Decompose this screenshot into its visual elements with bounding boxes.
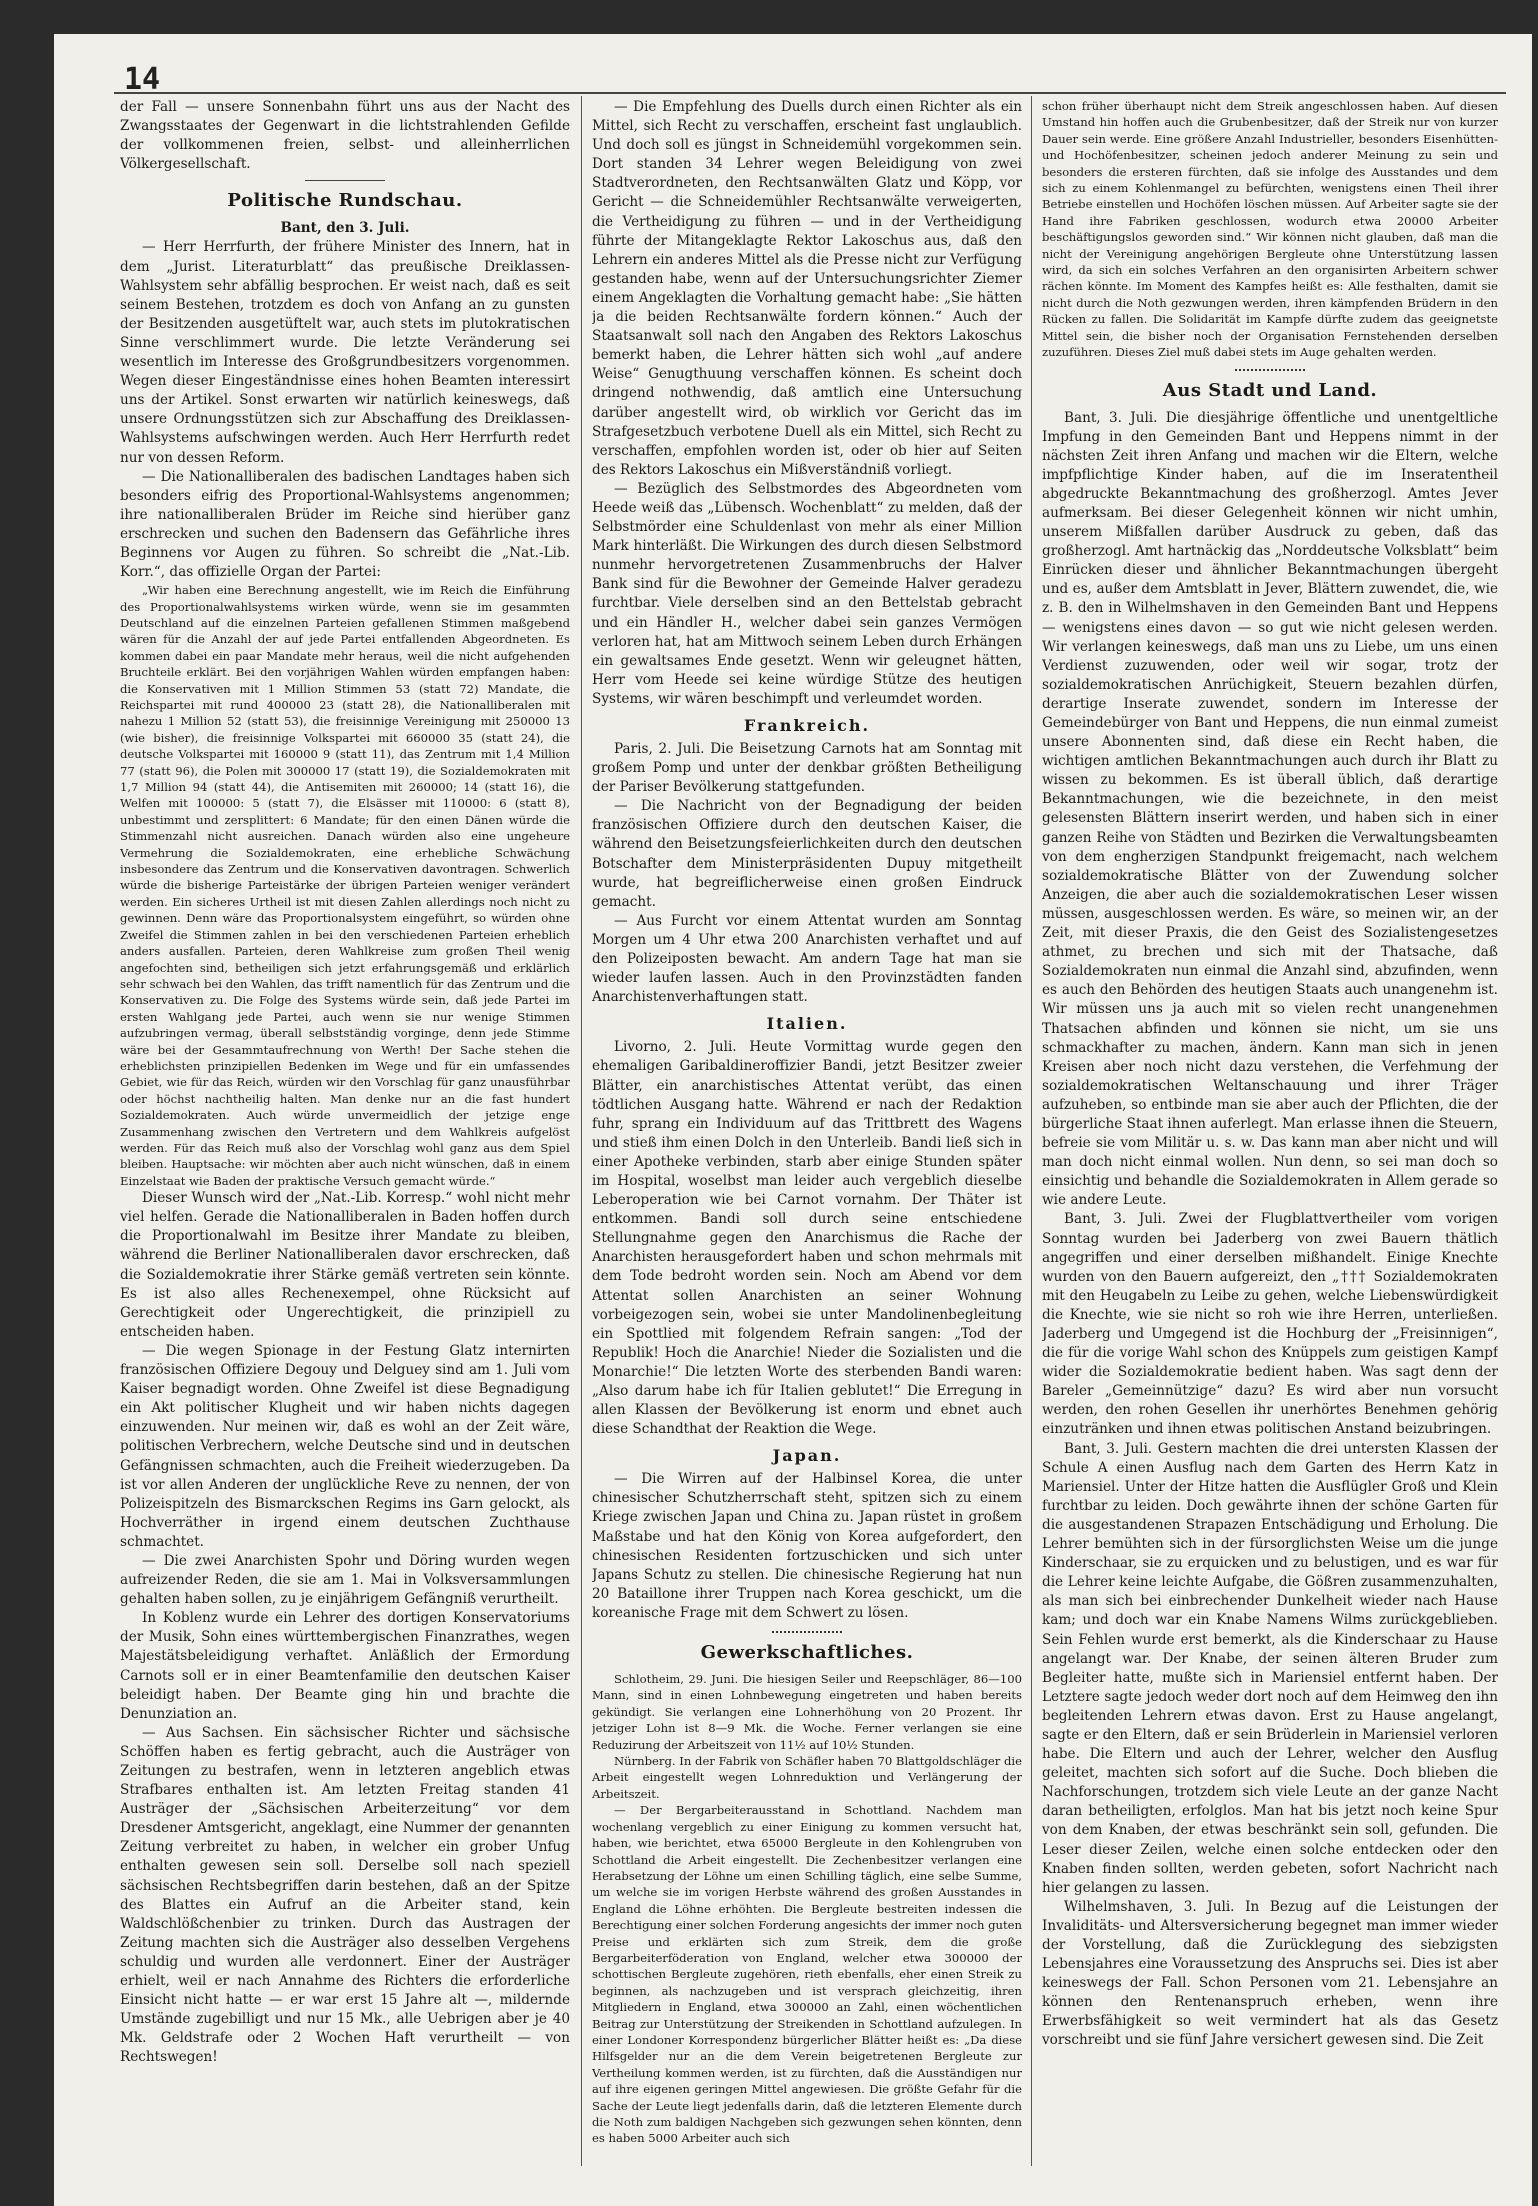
column-2	[592, 98, 1022, 2166]
separator	[772, 1631, 842, 1633]
column-1	[120, 98, 570, 2166]
article-livorno: Livorno, 2. Juli. Heute Vormittag wurde gegen den ehemaligen Garibaldineroffizier Bandi, jetzt Besitzer zweier Blätter, ein anarchistisches Attentat verübt, das einen tödtlichen Ausgang hatte. Während er nach der Redaktion fuhr, sprang ein Individuum auf das Trittbrett des Wagens und stieß ihm einen Dolch in den Unterleib. Bandi ließ sich in einer Apotheke verbinden, starb aber einige Stunden später im Hospital, woselbst man leider auch vergeblich dieselbe Leberoperation wie bei Carnot vornahm. Der Thäter ist entkommen. Bandi soll durch seine entschiedene Stellungnahme gegen den Anarchismus die Rache der Anarchisten herausgefordert haben und schon mehrmals mit dem Tode bedroht worden sein. Noch am Abend vor dem Attentat sollen Anarchisten an seiner Wohnung vorbeigezogen sein, wobei sie unter Mandolinenbegleitung ein Spottlied mit folgendem Refrain sangen: „Tod der Republik! Hoch die Anarchie! Nieder die Sozialisten und die Monarchie!“ Die letzten Worte des sterbenden Bandi waren: „Also darum habe ich für Italien geblutet!“ Die Erregung in allen Klassen der Bevölkerung ist enorm und ebnet auch diese Schandthat der Reaktion die Wege.	[592, 1039, 1022, 1438]
article-anarchisten: — Die zwei Anarchisten Spohr und Döring wurden wegen aufreizender Reden, die sie am 1. Mai in Volksversammlungen gehalten haben sollen, zu je einjährigem Gefängniß verurtheilt.	[120, 1552, 570, 1608]
article-continuation: der Fall — unsere Sonnenbahn führt uns aus der Nacht des Zwangsstaates der Gegenwart in die lichtstrahlenden Gefilde der vollkommenen freien, selbst- und alleinherrlichen Völkergesellschaft.	[120, 99, 570, 173]
article-wilhelmshaven: Wilhelmshaven, 3. Juli. In Bezug auf die Leistungen der Invaliditäts- und Altersversicherung begegnet man immer wieder der Vorstellung, daß die Zurücklegung des siebzigsten Lebensjahres eine Voraussetzung des Anspruchs sei. Dies ist aber keineswegs der Fall. Schon Personen vom 21. Lebensjahre an können den Rentenanspruch erheben, wenn ihre Erwerbsfähigkeit so weit vermindert hat als das Gesetz vorschreibt und sie fünf Jahre versichert gewesen sind. Die Zeit	[1042, 1898, 1498, 2049]
newspaper-page	[54, 34, 1532, 2206]
article-commentary: Dieser Wunsch wird der „Nat.-Lib. Korresp.“ wohl nicht mehr viel helfen. Gerade die Nationalliberalen in Baden hoffen durch die Proportionalwahl im Besitze ihrer Mandate zu bleiben, während die Berliner Nationalliberalen davor erschrecken, daß die Sozialdemokratie ihrer Stärke gemäß vertreten sein könnte. Es ist also alles Rechenexempel, ohne Rücksicht auf Gerechtigkeit oder Ungerechtigkeit, die prinzipiell zu entscheiden haben.	[120, 1190, 570, 1340]
article-herrfurth: — Herr Herrfurth, der frühere Minister des Innern, hat in dem „Jurist. Literaturblatt“ das preußische Dreiklassen-Wahlsystem sehr abfällig besprochen. Er weist nach, daß es seit seinem Bestehen, trotzdem es doch von Anfang an zu gunsten der Besitzenden ausgetüftelt war, auch stets im plutokratischen Sinne verschlimmert wurde. Die letzte Veränderung sei wesentlich im Interesse des Großgrundbesitzers vorgenommen. Wegen dieser Eingeständnisse eines hohen Beamten interessirt uns der Artikel. Sonst erwarten wir natürlich keineswegs, daß unsere Ordnungsstützen sich zur Abschaffung des Dreiklassen-Wahlsystems aufschwingen werden. Auch Herr Herrfurth redet nur von dessen Reform.	[120, 239, 570, 466]
article-impfung: Bant, 3. Juli. Die diesjährige öffentliche und unentgeltliche Impfung in den Gemeinden Bant und Heppens nimmt in der nächsten Zeit ihren Anfang und machen wir die Eltern, welche impfpflichtige Kinder haben, auf die im Inseratentheil abgedruckte Bekanntmachung des großherzogl. Amtes Jever aufmerksam. Bei dieser Gelegenheit können wir nicht umhin, unserem Mißfallen darüber Ausdruck zu geben, daß das großherzogl. Amt hartnäckig das „Norddeutsche Volksblatt“ beim Einrücken dieser und ähnlicher Bekanntmachungen übergeht und es, außer dem Amtsblatt in Jever, Blättern zuwendet, die, wie z. B. den in Wilhelmshaven in den Gemeinden Bant und Heppens — wenigstens eines davon — so gut wie nicht gelesen werden. Wir verlangen keineswegs, daß man uns zu Liebe, um uns einen Verdienst zuzuwenden, oder weil wir sogar, trotz der sozialdemokratischen Anrüchigkeit, Steuern bezahlen dürfen, derartige Inserate zuwendet, sondern im Interesse der Gemeindebürger von Bant und Heppens, die nun einmal zumeist unsere Abonnenten sind, daß diese ein Recht haben, die wichtigen amtlichen Bekanntmachungen auch durch ihr Blatt zu wissen zu bekommen. Es ist überall üblich, daß derartige Bekanntmachungen, wie die bezeichnete, in den meist gelesensten Blättern inserirt werden, und haben sich in einer ganzen Reihe von Städten und Bezirken die Verwaltungsbeamten von dem engherzigen Standpunkt freigemacht, nach welchem sozialdemokratische Blätter von der Zuwendung solcher Anzeigen, die aber auch die sozialdemokratischen Leser wissen müssen, ausgeschlossen werden. Es wäre, so meinen wir, an der Zeit, mit dieser Praxis, die den Geist des Sozialistengesetzes athmet, zu brechen und sich mit der Thatsache, daß Sozialdemokraten nun einmal die Anzahl sind, abzufinden, wenn es auch den Behörden des heutigen Staats auch unangenehm ist. Wir müssen uns ja auch mit so vielen recht unangenehmen Thatsachen abfinden und können sie nicht, um sie uns schmackhafter zu machen, ändern. Kann man sich in jenen Kreisen aber noch nicht dazu verstehen, die Verfehmung der sozialdemokratischen Weltanschauung und ihrer Träger aufzuheben, so entbinde man sie aber auch der Pflichten, die der bürgerliche Staat ihnen auferlegt. Man erlasse ihnen die Steuern, befreie sie vom Militär u. s. w. Das kann man aber nicht und will man doch nicht einmal wollen. Nun denn, so sei man doch so einsichtig und behandle die Sozialdemokraten in Allem gerade so wie andere Leute.	[1042, 409, 1498, 1209]
article-nationalliberalen: — Die Nationalliberalen des badischen Landtages haben sich besonders eifrig des Proportional-Wahlsystems angenommen; ihre nationalliberalen Brüder im Reiche sind hierüber ganz erschrecken und suchen den Badensern das Gefährliche ihres Beginnens vor Augen zu führen. So schreibt die „Nat.-Lib. Korr.“, das offizielle Organ der Partei:	[120, 468, 570, 581]
article-koblenz: In Koblenz wurde ein Lehrer des dortigen Konservatoriums der Musik, Sohn eines württembergischen Finanzrathes, wegen Majestätsbeleidigung verhaftet. Anläßlich der Ermordung Carnots soll er in einer Beamtenfamilie den deutschen Kaiser beleidigt haben. Der Beamte ging hin und brachte die Denunziation an.	[120, 1610, 570, 1722]
article-bergarbeiterausstand: — Der Bergarbeiterausstand in Schottland. Nachdem man wochenlang vergeblich zu einer Einigung zu kommen versucht hat, haben, wie berichtet, etwa 65000 Bergleute in den Kohlengruben von Schottland die Arbeit eingestellt. Die Zechenbesitzer verlangen eine Herabsetzung der Löhne um einen Schilling täglich, eine selbe Summe, um welche sie im vorigen Herbste während des großen Ausstandes in England die Löhne erhöhten. Die Bergleute bestreiten indessen die Berechtigung einer solchen Forderung angesichts der immer noch guten Preise und erklärten sich zum Streik, dem die große Bergarbeiterföderation von England, welcher etwa 300000 der schottischen Bergleute zugehören, rieth ebenfalls, eher einen Streik zu beginnen, als nachzugeben und ist versprach gleichzeitig, ihren Mitgliedern in England, etwa 300000 an Zahl, einen wöchentlichen Beitrag zur Unterstützung der Streikenden in Schottland aufzulegen. In einer Londoner Korrespondenz bürgerlicher Blätter heißt es: „Da diese Hilfsgelder nur an die dem Verein beigetretenen Bergleute zur Vertheilung kommen werden, ist zu fürchten, daß die Ausständigen nur auf ihre eigenen geringen Mittel angewiesen. Die größte Gefahr für die Sache der Leute liegt jedenfalls darin, daß die letzteren Elemente durch die Noth zum baldigen Nachgeben sich gezwungen sehen könnten, denn es haben 5000 Arbeiter auch sich	[592, 1803, 1022, 2146]
section-heading-italien: Italien.	[766, 1014, 848, 1034]
column-3	[1042, 98, 1498, 2166]
section-heading-aus-stadt-und-land: Aus Stadt und Land.	[1162, 379, 1378, 401]
section-heading-politische-rundschau: Politische Rundschau.	[227, 190, 463, 212]
article-nuernberg: Nürnberg. In der Fabrik von Schäfler haben 70 Blattgoldschläger die Arbeit eingestellt wegen Lohnreduktion und Verlängerung der Arbeitszeit.	[592, 1754, 1022, 1801]
section-heading-frankreich: Frankreich.	[743, 716, 871, 735]
separator	[1235, 369, 1305, 371]
article-sachsen: — Aus Sachsen. Ein sächsischer Richter und sächsische Schöffen haben es fertig gebracht, auch die Austräger von Zeitungen zu bestrafen, wenn in letzteren angeblich etwas Strafbares enthalten ist. Am letzten Freitag standen 41 Austräger der „Sächsischen Arbeiterzeitung“ vor dem Dresdener Amtsgericht, angeklagt, eine Nummer der genannten Zeitung verbreitet zu haben, in welcher ein grober Unfug enthalten gewesen sein soll. Derselbe soll nach speziell sächsischen Rechtsbegriffen darin bestehen, daß an der Spitze des Blattes ein Aufruf an die Arbeiter stand, kein Waldschlößchenbier zu trinken. Durch das Austragen der Zeitung machten sich die Austräger also desselben Vergehens schuldig und wurden alle verdonnert. Einer der Austräger erhielt, weil er nach Annahme des Richters die erforderliche Einsicht nicht hatte — er war erst 15 Jahre alt —, mildernde Umstände zugebilligt und nur 15 Mk., alle Uebrigen aber je 40 Mk. Geldstrafe oder 2 Wochen Haft verurtheilt — von Rechtswegen!	[120, 1724, 570, 2066]
article-korea: — Die Wirren auf der Halbinsel Korea, die unter chinesischer Schutzherrschaft steht, spitzen sich zu einem Kriege zwischen Japan und China zu. Japan rüstet in großem Maßstabe und hat den König von Korea aufgefordert, den chinesischen Residenten fortzuschicken und sich unter Japans Schutz zu stellen. Die chinesische Regierung hat nun 20 Bataillone ihrer Truppen nach Korea geschickt, um die koreanische Frage mit dem Schwert zu lösen.	[592, 1471, 1022, 1621]
article-duell: — Die Empfehlung des Duells durch einen Richter als ein Mittel, sich Recht zu verschaffen, erscheint fast unglaublich. Und doch soll es jüngst in Schneidemühl vorgekommen sein. Dort standen 34 Lehrer wegen Beleidigung von zwei Stadtverordneten, den Rechtsanwälten Glatz und Köpp, vor Gericht — die Schneidemühler Rechtsanwälte verweigerten, die Vertheidigung zu führen — und in der Vertheidigung führte der Mitangeklagte Rektor Lakoschus aus, daß den Lehrern ein anderes Mittel als die Presse nicht zur Verfügung gestanden habe, wenn auf der Untersuchungsrichter Ziemer einem Angeklagten die Vorhaltung gemacht habe: „Sie hätten ja die beiden Rechtsanwälte fordern können.“ Auch der Staatsanwalt soll nach den Angaben des Rektors Lakoschus bemerkt haben, die Lehrer hätten sich wohl „auf andere Weise“ Genugthuung verschaffen können. Es scheint doch dringend nothwendig, daß amtlich eine Untersuchung darüber angestellt wird, ob wirklich vor Gericht das im Strafgesetzbuch verbotene Duell als ein Mittel, sich Recht zu verschaffen, empfohlen worden ist, oder ob hier auf Seiten des Rektors Lakoschus ein Mißverständniß vorliegt.	[592, 99, 1022, 478]
column-rule	[581, 96, 582, 2166]
article-paris: Paris, 2. Juli. Die Beisetzung Carnots hat am Sonntag mit großem Pomp und unter der denkbar größten Betheiligung der Pariser Bevölkerung stattgefunden.	[592, 741, 1022, 796]
article-flugblattvertheiler: Bant, 3. Juli. Zwei der Flugblattvertheiler vom vorigen Sonntag wurden bei Jaderberg von zwei Bauern thätlich angegriffen und einer derselben mißhandelt. Einige Knechte wurden von den Bauern aufgereizt, den „††† Sozialdemokraten mit den Heugabeln zu Leibe zu gehen, welche Liebenswürdigkeit die Knechte, wie sie nicht so roh wie ihre Herren, unterließen. Jaderberg und Umgegend ist die Hochburg der „Freisinnigen“, die für die vorige Wahl schon des Knüppels zum geistigen Kampf wider die Sozialdemokratie bedient haben. Was sagt denn der Bareler „Gemeinnützige“ dazu? Es wird aber nun vorsucht werden, den rohen Gesellen ihr unerhörtes Benehmen gehörig einzutränken und ihnen etwas politischen Anstand beizubringen.	[1042, 1211, 1498, 1438]
article-spionage: — Die wegen Spionage in der Festung Glatz internirten französischen Offiziere Degouy und Delguey sind am 1. Juli vom Kaiser begnadigt worden. Ohne Zweifel ist diese Begnadigung ein Akt politischer Klugheit und wir haben nichts dagegen einzuwenden. Nur meinen wir, daß es wohl an der Zeit wäre, politischen Verbrechern, welche Deutsche sind und in deutschen Gefängnissen schmachten, auch die Freiheit wiederzugeben. Da ist vor allen Anderen der unglückliche Reve zu nennen, der von Polizeispitzeln des Bismarckschen Regims ins Garn gelockt, als Hochverräther in irgend einem deutschen Zuchthause schmachtet.	[120, 1342, 570, 1550]
article-selbstmord: — Bezüglich des Selbstmordes des Abgeordneten vom Heede weiß das „Lübensch. Wochenblatt“ zu melden, daß der Selbstmörder eine Schuldenlast von mehr als einer Million Mark hinterläßt. Die Wirkungen des durch diesen Selbstmord nunmehr hervorgetretenen Zusammenbruchs der Halver Bank sind für die Bewohner der Gemeinde Halver geradezu furchtbar. Viele derselben sind an den Bettelstab gebracht und ein Händler H., welcher dabei sein ganzes Vermögen verloren hat, hat am Mittwoch seinem Leben durch Erhängen ein gewaltsames Ende gesetzt. Wenn wir geleugnet hätten, Herr vom Heede sei keine würdige Stütze des heutigen Systems, wir wären beschimpft und verleumdet worden.	[592, 480, 1022, 707]
article-begnadigung: — Die Nachricht von der Begnadigung der beiden französischen Offiziere durch den deutschen Kaiser, die während den Beisetzungsfeierlichkeiten durch den deutschen Botschafter dem Ministerpräsidenten Dupuy mitgetheilt wurde, hat begreiflicherweise einen großen Eindruck gemacht.	[592, 798, 1022, 910]
dateline: Bant, den 3. Juli.	[280, 220, 410, 237]
article-schlotheim: Schlotheim, 29. Juni. Die hiesigen Seiler und Reepschläger, 86—100 Mann, sind in einen Lohnbewegung eingetreten und haben bereits gekündigt. Sie verlangen eine Lohnerhöhung von 20 Prozent. Ihr jetziger Lohn ist 8—9 Mk. die Woche. Ferner verlangen sie eine Reduzirung der Arbeitszeit von 11½ auf 10½ Stunden.	[592, 1672, 1022, 1752]
article-attentat: — Aus Furcht vor einem Attentat wurden am Sonntag Morgen um 4 Uhr etwa 200 Anarchisten verhaftet und auf den Polizeiposten bewacht. Am andern Tage hat man sie wieder laufen lassen. Auch in den Provinzstädten fanden Anarchistenverhaftungen statt.	[592, 912, 1022, 1006]
section-heading-japan: Japan.	[772, 1446, 842, 1466]
section-heading-gewerkschaftliches: Gewerkschaftliches.	[700, 1642, 914, 1664]
separator	[305, 180, 385, 181]
page-number: 14	[124, 62, 161, 97]
article-continuation-streik: schon früher überhaupt nicht dem Streik angeschlossen haben. Auf diesen Umstand hin hoffen auch die Grubenbesitzer, daß der Streik nur von kurzer Dauer sein werde. Eine größere Anzahl Industrieller, besonders Eisenhütten- und Hochöfenbesitzer, scheinen jedoch anderer Meinung zu sein und besonders die ersteren fürchten, daß sie infolge des Ausstandes und dem sich zu einem Kohlenmangel zu befürchten, wenigstens einen Theil ihrer Betriebe einstellen und Hochöfen löschen müssen. Auf Arbeiter sagte sie der Hand ihre Fabriken geschlossen, wodurch etwa 20000 Arbeiter beschäftigungslos geworden sind.“ Wir können nicht glauben, daß man die nicht der Vereinigung angehörigen Bergleute ohne Unterstützung lassen wird, da sich ein solches Verfahren an den organisirten Arbeitern schwer rächen könnte. Im Moment des Kampfes heißt es: Alle festhalten, damit sie nicht durch die Noth gezwungen werden, ihren kämpfenden Brüdern in den Rücken zu fallen. Die Solidarität im Kampfe dürfte zudem das geeignetste Mittel sein, die bisher noch der Organisation Fernstehenden derselben zuzuführen. Dieses Ziel muß dabei stets im Auge gehalten werden.	[1042, 99, 1498, 360]
header-rule	[114, 92, 1506, 94]
article-ausflug: Bant, 3. Juli. Gestern machten die drei untersten Klassen der Schule A einen Ausflug nach dem Garten des Herrn Katz in Mariensiel. Unter der Hitze hatten die Ausflügler Groß und Klein furchtbar zu leiden. Doch gewährte ihnen der schöne Garten für die ausgestandenen Strapazen Entschädigung und Erholung. Die Lehrer bemühten sich in der fürsorglichsten Weise um die junge Kinderschaar, sie zu erquicken und zu belustigen, und es war für die Lehrer keine leichte Aufgabe, die Gößren zusammenzuhalten, als man sich bei einbrechender Dunkelheit wieder nach Hause kam; und doch war ein Knabe Namens Wilms zurückgeblieben. Sein Fehlen wurde erst bemerkt, als die Kinderschaar zu Hause angelangt war. Der Knabe, der seinen älteren Bruder zum Begleiter hatte, mußte sich in Mariensiel entfernt haben. Der Letztere sagte jedoch weder dort noch auf dem Heimweg den ihn begleitenden Lehrern etwas davon. Erst zu Hause angelangt, sagte er den Eltern, daß er sein Brüderlein in Mariensiel verloren habe. Die Eltern und auch der Lehrer, welcher den Ausflug geleitet, machten sich sofort auf die Suche. Doch blieben die Nachforschungen, trotzdem sich viele Leute an der ganze Nacht daran betheiligten, erfolglos. Man hat bis jetzt noch keine Spur von dem Knaben, der etwas beschränkt sein soll, gefunden. Die Leser dieser Zeilen, welche einen solche entdecken oder den Knaben finden sollten, werden gebeten, sofort Nachricht nach hier gelangen zu lassen.	[1042, 1440, 1498, 1896]
column-rule	[1031, 96, 1032, 2166]
quote-nat-lib-korr: „Wir haben eine Berechnung angestellt, wie im Reich die Einführung des Proportionalwahlsystems wirken würde, wenn sie im gesammten Deutschland auf die einzelnen Parteien gefallenen Stimmen maßgebend wären für die Anzahl der auf jede Partei entfallenden Abgeordneten. Es kommen dabei ein paar Mandate mehr heraus, weil die nicht aufgehenden Bruchteile erklärt. Bei den vorjährigen Wahlen würden empfangen haben: die Konservativen mit 1 Million Stimmen 53 (statt 72) Mandate, die Reichspartei mit rund 400000 23 (statt 28), die Nationalliberalen mit nahezu 1 Million 52 (statt 53), die freisinnige Vereinigung mit 250000 13 (wie bisher), die freisinnige Volkspartei mit 660000 35 (statt 24), die deutsche Volkspartei mit 160000 9 (statt 11), das Zentrum mit 1,4 Million 77 (statt 96), die Polen mit 300000 17 (statt 19), die Sozialdemokraten mit 1,7 Million 94 (statt 44), die Antisemiten mit 260000; 14 (statt 16), die Welfen mit 100000: 5 (statt 7), die Elsässer mit 110000: 6 (statt 8), unbestimmt und zersplittert: 6 Mandate; für den einen Dänen würde die Stimmenzahl nicht ausreichen. Danach würden also eine ungeheure Vermehrung die Sozialdemokraten, eine erhebliche Schwächung insbesondere das Zentrum und die Konservativen davontragen. Schwerlich würde die bisherige Parteistärke der übrigen Parteien weniger verändert werden. Ein sicheres Urtheil ist mit diesen Zahlen allerdings noch nicht zu gewinnen. Denn wäre das Proportionalsystem eingeführt, so würden ohne Zweifel die Stimmen zahlen in bei den verschiedenen Parteien erheblich anders ausfallen. Parteien, deren Wahlkreise zum großen Theil wenig angefochten sind, betheiligen sich jetzt erfahrungsgemäß und erklärlich sehr schwach bei den Wahlen, das trifft namentlich für das Zentrum und die Konservativen zu. Die Folge des Systems würde sein, daß jede Partei im ersten Wahlgang jede Partei, auch wenn sie nur wenige Stimmen aufzubringen vermag, überall selbstständig vorginge, denn jede Stimme wäre bei der Gesammtaufrechnung von Werth! Der Sache stehen die erheblichsten prinzipiellen Bedenken im Wege und für ein umfassendes Gebiet, wie für das Reich, würden wir den Vorschlag für ganz unausführbar oder höchst nachtheilig halten. Man denke nur an die fast hundert Sozialdemokraten. Auch würde unvermeidlich der jetzige enge Zusammenhang zwischen den Vertretern und dem Wahlkreis aufgelöst werden. Für das Reich muß also der Vorschlag wohl ganz aus dem Spiel bleiben. Hauptsache: wir möchten aber auch nicht wünschen, daß in einem Einzelstaat wie Baden der praktische Versuch gemacht würde.“	[120, 583, 570, 1188]
